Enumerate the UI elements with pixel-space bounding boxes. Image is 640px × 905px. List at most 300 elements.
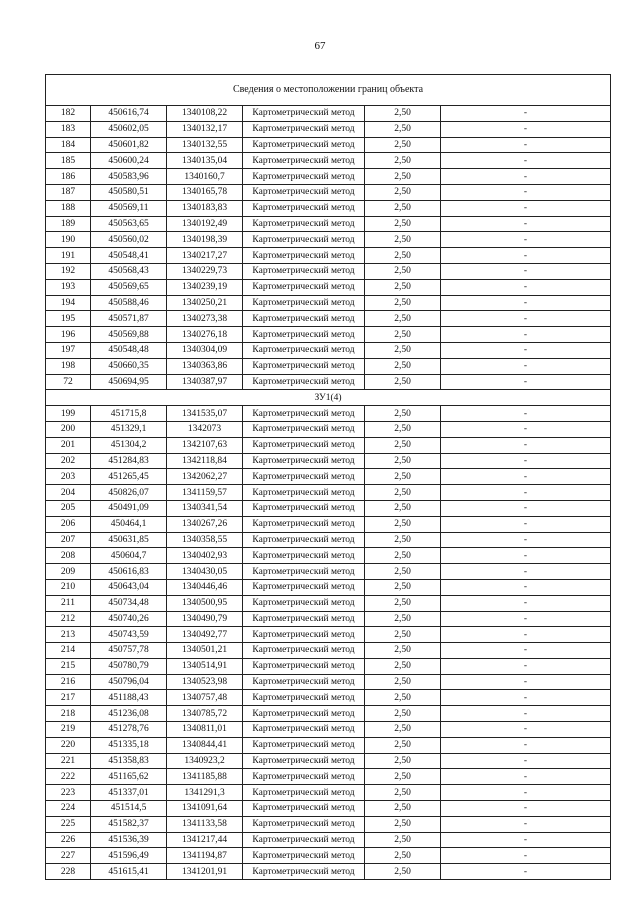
y-coordinate-cell: 1341217,44 — [167, 832, 243, 848]
x-coordinate-cell: 450583,96 — [91, 169, 167, 185]
description-cell: - — [441, 106, 611, 122]
description-cell: - — [441, 137, 611, 153]
table-row — [46, 248, 611, 264]
accuracy-cell: 2,50 — [365, 564, 441, 580]
point-number-cell: 217 — [46, 690, 91, 706]
accuracy-cell: 2,50 — [365, 737, 441, 753]
method-cell: Картометрический метод — [243, 848, 365, 864]
method-cell: Картометрический метод — [243, 564, 365, 580]
description-cell: - — [441, 453, 611, 469]
y-coordinate-cell: 1340198,39 — [167, 232, 243, 248]
description-cell: - — [441, 737, 611, 753]
accuracy-cell: 2,50 — [365, 469, 441, 485]
y-coordinate-cell: 1340108,22 — [167, 106, 243, 122]
table-row — [46, 579, 611, 595]
table-row — [46, 864, 611, 880]
description-cell: - — [441, 753, 611, 769]
method-cell: Картометрический метод — [243, 421, 365, 437]
description-cell: - — [441, 153, 611, 169]
x-coordinate-cell: 450743,59 — [91, 627, 167, 643]
x-coordinate-cell: 450826,07 — [91, 485, 167, 501]
accuracy-cell: 2,50 — [365, 437, 441, 453]
y-coordinate-cell: 1341091,64 — [167, 801, 243, 817]
point-number-cell: 222 — [46, 769, 91, 785]
y-coordinate-cell: 1342118,84 — [167, 453, 243, 469]
point-number-cell: 226 — [46, 832, 91, 848]
table-row — [46, 184, 611, 200]
x-coordinate-cell: 450740,26 — [91, 611, 167, 627]
x-coordinate-cell: 450660,35 — [91, 358, 167, 374]
table-row — [46, 469, 611, 485]
table-row — [46, 169, 611, 185]
accuracy-cell: 2,50 — [365, 532, 441, 548]
x-coordinate-cell: 450548,41 — [91, 248, 167, 264]
accuracy-cell: 2,50 — [365, 579, 441, 595]
accuracy-cell: 2,50 — [365, 785, 441, 801]
description-cell: - — [441, 848, 611, 864]
x-coordinate-cell: 450600,24 — [91, 153, 167, 169]
point-number-cell: 194 — [46, 295, 91, 311]
method-cell: Картометрический метод — [243, 453, 365, 469]
point-number-cell: 190 — [46, 232, 91, 248]
method-cell: Картометрический метод — [243, 753, 365, 769]
accuracy-cell: 2,50 — [365, 374, 441, 390]
y-coordinate-cell: 1340276,18 — [167, 327, 243, 343]
table-title-row — [46, 75, 611, 106]
accuracy-cell: 2,50 — [365, 595, 441, 611]
description-cell: - — [441, 263, 611, 279]
y-coordinate-cell: 1340165,78 — [167, 184, 243, 200]
y-coordinate-cell: 1341194,87 — [167, 848, 243, 864]
accuracy-cell: 2,50 — [365, 864, 441, 880]
description-cell: - — [441, 184, 611, 200]
description-cell: - — [441, 121, 611, 137]
method-cell: Картометрический метод — [243, 832, 365, 848]
method-cell: Картометрический метод — [243, 643, 365, 659]
method-cell: Картометрический метод — [243, 722, 365, 738]
y-coordinate-cell: 1340229,73 — [167, 263, 243, 279]
method-cell: Картометрический метод — [243, 658, 365, 674]
accuracy-cell: 2,50 — [365, 658, 441, 674]
description-cell: - — [441, 706, 611, 722]
point-number-cell: 72 — [46, 374, 91, 390]
description-cell: - — [441, 437, 611, 453]
point-number-cell: 193 — [46, 279, 91, 295]
table-row — [46, 611, 611, 627]
point-number-cell: 216 — [46, 674, 91, 690]
x-coordinate-cell: 450602,05 — [91, 121, 167, 137]
description-cell: - — [441, 200, 611, 216]
x-coordinate-cell: 451358,83 — [91, 753, 167, 769]
x-coordinate-cell: 451615,41 — [91, 864, 167, 880]
description-cell: - — [441, 548, 611, 564]
point-number-cell: 183 — [46, 121, 91, 137]
description-cell: - — [441, 169, 611, 185]
method-cell: Картометрический метод — [243, 342, 365, 358]
description-cell: - — [441, 532, 611, 548]
table-row — [46, 832, 611, 848]
y-coordinate-cell: 1340844,41 — [167, 737, 243, 753]
table-row — [46, 485, 611, 501]
description-cell: - — [441, 658, 611, 674]
y-coordinate-cell: 1340811,01 — [167, 722, 243, 738]
table-row — [46, 500, 611, 516]
table-row — [46, 453, 611, 469]
x-coordinate-cell: 451284,83 — [91, 453, 167, 469]
accuracy-cell: 2,50 — [365, 279, 441, 295]
accuracy-cell: 2,50 — [365, 406, 441, 422]
method-cell: Картометрический метод — [243, 184, 365, 200]
table-title: Сведения о местоположении границ объекта — [46, 75, 611, 106]
accuracy-cell: 2,50 — [365, 311, 441, 327]
point-number-cell: 223 — [46, 785, 91, 801]
x-coordinate-cell: 450616,83 — [91, 564, 167, 580]
method-cell: Картометрический метод — [243, 295, 365, 311]
method-cell: Картометрический метод — [243, 532, 365, 548]
x-coordinate-cell: 450580,51 — [91, 184, 167, 200]
accuracy-cell: 2,50 — [365, 500, 441, 516]
y-coordinate-cell: 1341201,91 — [167, 864, 243, 880]
x-coordinate-cell: 450560,02 — [91, 232, 167, 248]
y-coordinate-cell: 1340250,21 — [167, 295, 243, 311]
table-row — [46, 327, 611, 343]
page-number: 67 — [314, 40, 326, 52]
table-row — [46, 200, 611, 216]
table-row — [46, 674, 611, 690]
method-cell: Картометрический метод — [243, 816, 365, 832]
y-coordinate-cell: 1340273,38 — [167, 311, 243, 327]
x-coordinate-cell: 450464,1 — [91, 516, 167, 532]
description-cell: - — [441, 279, 611, 295]
y-coordinate-cell: 1340183,83 — [167, 200, 243, 216]
point-number-cell: 208 — [46, 548, 91, 564]
description-cell: - — [441, 627, 611, 643]
method-cell: Картометрический метод — [243, 232, 365, 248]
table-row — [46, 564, 611, 580]
method-cell: Картометрический метод — [243, 216, 365, 232]
point-number-cell: 198 — [46, 358, 91, 374]
accuracy-cell: 2,50 — [365, 137, 441, 153]
point-number-cell: 215 — [46, 658, 91, 674]
table-row — [46, 279, 611, 295]
point-number-cell: 202 — [46, 453, 91, 469]
method-cell: Картометрический метод — [243, 769, 365, 785]
y-coordinate-cell: 1340135,04 — [167, 153, 243, 169]
y-coordinate-cell: 1340446,46 — [167, 579, 243, 595]
y-coordinate-cell: 1342073 — [167, 421, 243, 437]
accuracy-cell: 2,50 — [365, 690, 441, 706]
method-cell: Картометрический метод — [243, 864, 365, 880]
method-cell: Картометрический метод — [243, 485, 365, 501]
y-coordinate-cell: 1340192,49 — [167, 216, 243, 232]
y-coordinate-cell: 1340923,2 — [167, 753, 243, 769]
x-coordinate-cell: 451715,8 — [91, 406, 167, 422]
accuracy-cell: 2,50 — [365, 611, 441, 627]
point-number-cell: 227 — [46, 848, 91, 864]
point-number-cell: 214 — [46, 643, 91, 659]
accuracy-cell: 2,50 — [365, 421, 441, 437]
description-cell: - — [441, 674, 611, 690]
description-cell: - — [441, 690, 611, 706]
y-coordinate-cell: 1342107,63 — [167, 437, 243, 453]
description-cell: - — [441, 611, 611, 627]
point-number-cell: 197 — [46, 342, 91, 358]
table-row — [46, 706, 611, 722]
accuracy-cell: 2,50 — [365, 169, 441, 185]
table-row — [46, 421, 611, 437]
description-cell: - — [441, 327, 611, 343]
accuracy-cell: 2,50 — [365, 548, 441, 564]
x-coordinate-cell: 451165,62 — [91, 769, 167, 785]
table-row — [46, 153, 611, 169]
point-number-cell: 220 — [46, 737, 91, 753]
x-coordinate-cell: 450780,79 — [91, 658, 167, 674]
table-row — [46, 658, 611, 674]
description-cell: - — [441, 311, 611, 327]
point-number-cell: 212 — [46, 611, 91, 627]
table-row — [46, 137, 611, 153]
accuracy-cell: 2,50 — [365, 200, 441, 216]
method-cell: Картометрический метод — [243, 785, 365, 801]
description-cell: - — [441, 643, 611, 659]
method-cell: Картометрический метод — [243, 406, 365, 422]
method-cell: Картометрический метод — [243, 263, 365, 279]
accuracy-cell: 2,50 — [365, 516, 441, 532]
x-coordinate-cell: 451536,39 — [91, 832, 167, 848]
description-cell: - — [441, 469, 611, 485]
x-coordinate-cell: 450563,65 — [91, 216, 167, 232]
x-coordinate-cell: 450588,46 — [91, 295, 167, 311]
y-coordinate-cell: 1341133,58 — [167, 816, 243, 832]
x-coordinate-cell: 451188,43 — [91, 690, 167, 706]
point-number-cell: 221 — [46, 753, 91, 769]
method-cell: Картометрический метод — [243, 437, 365, 453]
x-coordinate-cell: 450694,95 — [91, 374, 167, 390]
y-coordinate-cell: 1340492,77 — [167, 627, 243, 643]
point-number-cell: 201 — [46, 437, 91, 453]
point-number-cell: 203 — [46, 469, 91, 485]
description-cell: - — [441, 832, 611, 848]
x-coordinate-cell: 451265,45 — [91, 469, 167, 485]
method-cell: Картометрический метод — [243, 169, 365, 185]
method-cell: Картометрический метод — [243, 106, 365, 122]
y-coordinate-cell: 1340132,17 — [167, 121, 243, 137]
table-row — [46, 816, 611, 832]
point-number-cell: 224 — [46, 801, 91, 817]
description-cell: - — [441, 722, 611, 738]
accuracy-cell: 2,50 — [365, 153, 441, 169]
table-row — [46, 722, 611, 738]
accuracy-cell: 2,50 — [365, 184, 441, 200]
description-cell: - — [441, 421, 611, 437]
table-row — [46, 516, 611, 532]
x-coordinate-cell: 450734,48 — [91, 595, 167, 611]
x-coordinate-cell: 451278,76 — [91, 722, 167, 738]
description-cell: - — [441, 564, 611, 580]
x-coordinate-cell: 451335,18 — [91, 737, 167, 753]
description-cell: - — [441, 801, 611, 817]
method-cell: Картометрический метод — [243, 500, 365, 516]
table-row — [46, 263, 611, 279]
table-row — [46, 753, 611, 769]
point-number-cell: 209 — [46, 564, 91, 580]
method-cell: Картометрический метод — [243, 358, 365, 374]
method-cell: Картометрический метод — [243, 248, 365, 264]
y-coordinate-cell: 1340785,72 — [167, 706, 243, 722]
point-number-cell: 191 — [46, 248, 91, 264]
description-cell: - — [441, 579, 611, 595]
accuracy-cell: 2,50 — [365, 327, 441, 343]
y-coordinate-cell: 1340514,91 — [167, 658, 243, 674]
y-coordinate-cell: 1340363,86 — [167, 358, 243, 374]
y-coordinate-cell: 1340757,48 — [167, 690, 243, 706]
accuracy-cell: 2,50 — [365, 753, 441, 769]
y-coordinate-cell: 1340239,19 — [167, 279, 243, 295]
section-header-row — [46, 390, 611, 406]
point-number-cell: 228 — [46, 864, 91, 880]
x-coordinate-cell: 451582,37 — [91, 816, 167, 832]
y-coordinate-cell: 1341535,07 — [167, 406, 243, 422]
x-coordinate-cell: 451304,2 — [91, 437, 167, 453]
point-number-cell: 196 — [46, 327, 91, 343]
table-body — [46, 75, 611, 880]
x-coordinate-cell: 451514,5 — [91, 801, 167, 817]
y-coordinate-cell: 1340132,55 — [167, 137, 243, 153]
accuracy-cell: 2,50 — [365, 801, 441, 817]
point-number-cell: 182 — [46, 106, 91, 122]
y-coordinate-cell: 1342062,27 — [167, 469, 243, 485]
description-cell: - — [441, 816, 611, 832]
point-number-cell: 213 — [46, 627, 91, 643]
point-number-cell: 206 — [46, 516, 91, 532]
x-coordinate-cell: 450491,09 — [91, 500, 167, 516]
x-coordinate-cell: 450604,7 — [91, 548, 167, 564]
description-cell: - — [441, 216, 611, 232]
method-cell: Картометрический метод — [243, 548, 365, 564]
table-row — [46, 801, 611, 817]
accuracy-cell: 2,50 — [365, 358, 441, 374]
x-coordinate-cell: 450571,87 — [91, 311, 167, 327]
method-cell: Картометрический метод — [243, 279, 365, 295]
table-row — [46, 406, 611, 422]
point-number-cell: 211 — [46, 595, 91, 611]
x-coordinate-cell: 451337,01 — [91, 785, 167, 801]
accuracy-cell: 2,50 — [365, 643, 441, 659]
y-coordinate-cell: 1340217,27 — [167, 248, 243, 264]
x-coordinate-cell: 450757,78 — [91, 643, 167, 659]
y-coordinate-cell: 1340358,55 — [167, 532, 243, 548]
accuracy-cell: 2,50 — [365, 106, 441, 122]
accuracy-cell: 2,50 — [365, 248, 441, 264]
y-coordinate-cell: 1340267,26 — [167, 516, 243, 532]
x-coordinate-cell: 450569,11 — [91, 200, 167, 216]
accuracy-cell: 2,50 — [365, 342, 441, 358]
method-cell: Картометрический метод — [243, 801, 365, 817]
y-coordinate-cell: 1340490,79 — [167, 611, 243, 627]
point-number-cell: 195 — [46, 311, 91, 327]
table-row — [46, 374, 611, 390]
point-number-cell: 218 — [46, 706, 91, 722]
point-number-cell: 185 — [46, 153, 91, 169]
accuracy-cell: 2,50 — [365, 216, 441, 232]
table-row — [46, 311, 611, 327]
point-number-cell: 210 — [46, 579, 91, 595]
method-cell: Картометрический метод — [243, 200, 365, 216]
point-number-cell: 204 — [46, 485, 91, 501]
table-row — [46, 785, 611, 801]
x-coordinate-cell: 450616,74 — [91, 106, 167, 122]
accuracy-cell: 2,50 — [365, 453, 441, 469]
y-coordinate-cell: 1340341,54 — [167, 500, 243, 516]
accuracy-cell: 2,50 — [365, 722, 441, 738]
accuracy-cell: 2,50 — [365, 816, 441, 832]
method-cell: Картометрический метод — [243, 153, 365, 169]
table-row — [46, 295, 611, 311]
accuracy-cell: 2,50 — [365, 674, 441, 690]
description-cell: - — [441, 248, 611, 264]
table-row — [46, 737, 611, 753]
y-coordinate-cell: 1340430,05 — [167, 564, 243, 580]
accuracy-cell: 2,50 — [365, 263, 441, 279]
description-cell: - — [441, 358, 611, 374]
section-label: ЗУ1(4) — [46, 390, 611, 406]
point-number-cell: 192 — [46, 263, 91, 279]
description-cell: - — [441, 232, 611, 248]
y-coordinate-cell: 1341185,88 — [167, 769, 243, 785]
description-cell: - — [441, 595, 611, 611]
point-number-cell: 225 — [46, 816, 91, 832]
description-cell: - — [441, 406, 611, 422]
method-cell: Картометрический метод — [243, 374, 365, 390]
description-cell: - — [441, 374, 611, 390]
accuracy-cell: 2,50 — [365, 848, 441, 864]
method-cell: Картометрический метод — [243, 469, 365, 485]
accuracy-cell: 2,50 — [365, 769, 441, 785]
accuracy-cell: 2,50 — [365, 232, 441, 248]
method-cell: Картометрический метод — [243, 311, 365, 327]
point-number-cell: 207 — [46, 532, 91, 548]
y-coordinate-cell: 1341159,57 — [167, 485, 243, 501]
table-row — [46, 769, 611, 785]
description-cell: - — [441, 295, 611, 311]
x-coordinate-cell: 450631,85 — [91, 532, 167, 548]
x-coordinate-cell: 450569,88 — [91, 327, 167, 343]
table-row — [46, 532, 611, 548]
table-row — [46, 216, 611, 232]
table-row — [46, 643, 611, 659]
method-cell: Картометрический метод — [243, 690, 365, 706]
table-row — [46, 548, 611, 564]
description-cell: - — [441, 769, 611, 785]
accuracy-cell: 2,50 — [365, 627, 441, 643]
y-coordinate-cell: 1341291,3 — [167, 785, 243, 801]
point-number-cell: 188 — [46, 200, 91, 216]
point-number-cell: 219 — [46, 722, 91, 738]
table-row — [46, 595, 611, 611]
point-number-cell: 186 — [46, 169, 91, 185]
description-cell: - — [441, 485, 611, 501]
table-row — [46, 106, 611, 122]
description-cell: - — [441, 342, 611, 358]
x-coordinate-cell: 450796,04 — [91, 674, 167, 690]
point-number-cell: 184 — [46, 137, 91, 153]
method-cell: Картометрический метод — [243, 706, 365, 722]
x-coordinate-cell: 451236,08 — [91, 706, 167, 722]
method-cell: Картометрический метод — [243, 737, 365, 753]
x-coordinate-cell: 450548,48 — [91, 342, 167, 358]
table-row — [46, 627, 611, 643]
accuracy-cell: 2,50 — [365, 832, 441, 848]
